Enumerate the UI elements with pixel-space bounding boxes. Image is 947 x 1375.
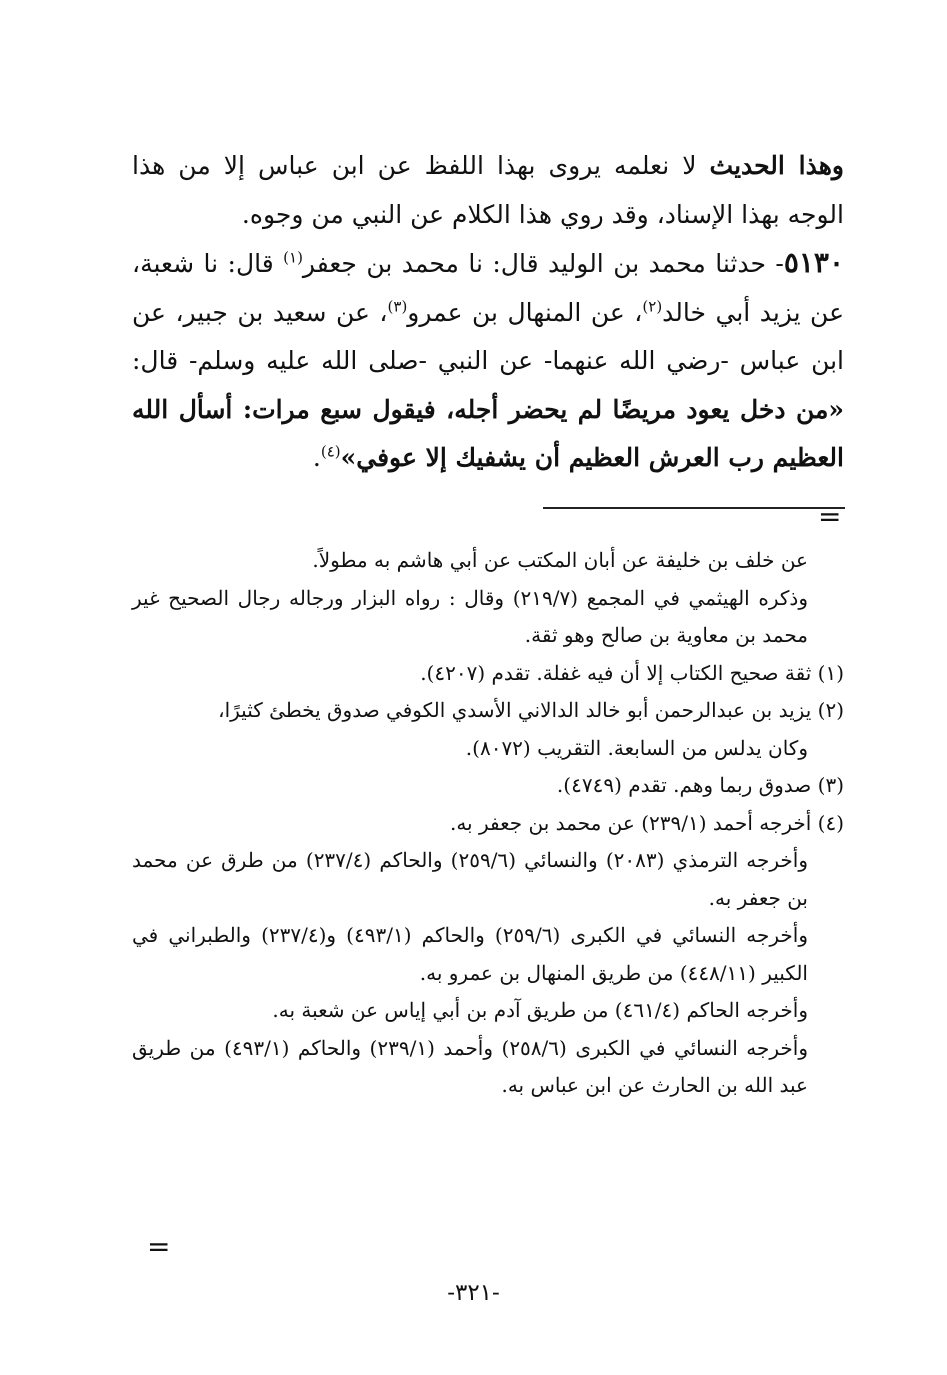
page-number: -٣٢١- — [447, 1280, 500, 1306]
footnote-separator-line — [543, 507, 845, 509]
continued-mark-top: = — [818, 500, 842, 533]
hadith-end: . — [312, 443, 321, 472]
footnote-line: عن خلف بن خليفة عن أبان المكتب عن أبي هاشم به مطولاً. — [312, 548, 808, 572]
footnote-line: وأخرجه النسائي في الكبرى (٢٥٩/٦) والحاكم (٤٩٣/١) و(٢٣٧/٤) والطبراني في الكبير (٤٤٨/١١) من طريق المنهال بن عمرو به. — [132, 923, 808, 985]
footnotes — [132, 542, 844, 1105]
hadith-matn: «من دخل يعود مريضًا لم يحضر أجله، فيقول سبع مرات: أسأل الله العظيم رب العرش العظيم أن يشفيك إلا عوفي» — [132, 394, 844, 472]
main-text — [132, 142, 844, 483]
footnote-line: وأخرجه الحاكم (٤٦١/٤) من طريق آدم بن أبي إياس عن شعبة به. — [272, 998, 808, 1022]
footnote-line: وأخرجه الترمذي (٢٠٨٣) والنسائي (٢٥٩/٦) والحاكم (٢٣٧/٤) من طرق عن محمد بن جعفر به. — [132, 848, 808, 910]
footnote-ref-4[interactable]: (٤) — [320, 442, 341, 461]
footnote-line: (١) ثقة صحيح الكتاب إلا أن فيه غفلة. تقدم (٤٢٠٧). — [420, 660, 844, 685]
commentary-lead: وهذا الحديث — [709, 151, 844, 180]
footnote-ref-1[interactable]: (١) — [283, 248, 303, 267]
paragraph-commentary — [132, 142, 844, 239]
footnote-line: (٤) أخرجه أحمد (٢٣٩/١) عن محمد بن جعفر به. — [449, 810, 844, 835]
footnote-line: وكان يدلس من السابعة. التقريب (٨٠٧٢). — [465, 735, 808, 760]
isnad-part-3: ، عن المنهال بن عمرو — [407, 297, 643, 327]
isnad-part-2: قال: نا شعبة، عن يزيد أبي خالد — [132, 249, 844, 327]
footnote-ref-3[interactable]: (٣) — [387, 297, 408, 316]
paragraph-hadith — [132, 239, 844, 483]
footnote-ref-2[interactable]: (٢) — [642, 297, 663, 316]
footnote-line: (٢) يزيد بن عبدالرحمن أبو خالد الدالاني الأسدي الكوفي صدوق يخطئ كثيرًا، — [218, 698, 844, 722]
footnote-line: وأخرجه النسائي في الكبرى (٢٥٨/٦) وأحمد (٢٣٩/١) والحاكم (٤٩٣/١) من طريق عبد الله بن الحارث عن ابن عباس به. — [132, 1035, 808, 1097]
isnad-part-1: - حدثنا محمد بن الوليد قال: نا محمد بن جعفر — [302, 249, 784, 278]
isnad-part-4: ، عن سعيد بن جبير، عن ابن عباس -رضي الله عنهما- عن النبي -صلى الله عليه وسلم- قال: — [132, 297, 844, 375]
footnote-line: وذكره الهيثمي في المجمع (٢١٩/٧) وقال : رواه البزار ورجاله رجال الصحيح غير محمد بن معاوية بن صالح وهو ثقة. — [132, 585, 808, 647]
continued-mark-bottom: = — [147, 1230, 171, 1263]
footnote-line: (٣) صدوق ربما وهم. تقدم (٤٧٤٩). — [556, 773, 844, 797]
commentary-text: لا نعلمه يروى بهذا اللفظ عن ابن عباس إلا من هذا الوجه بهذا الإسناد، وقد روي هذا الكلام عن النبي من وجوه. — [132, 151, 844, 229]
hadith-number: ٥١٣٠ — [783, 246, 844, 279]
